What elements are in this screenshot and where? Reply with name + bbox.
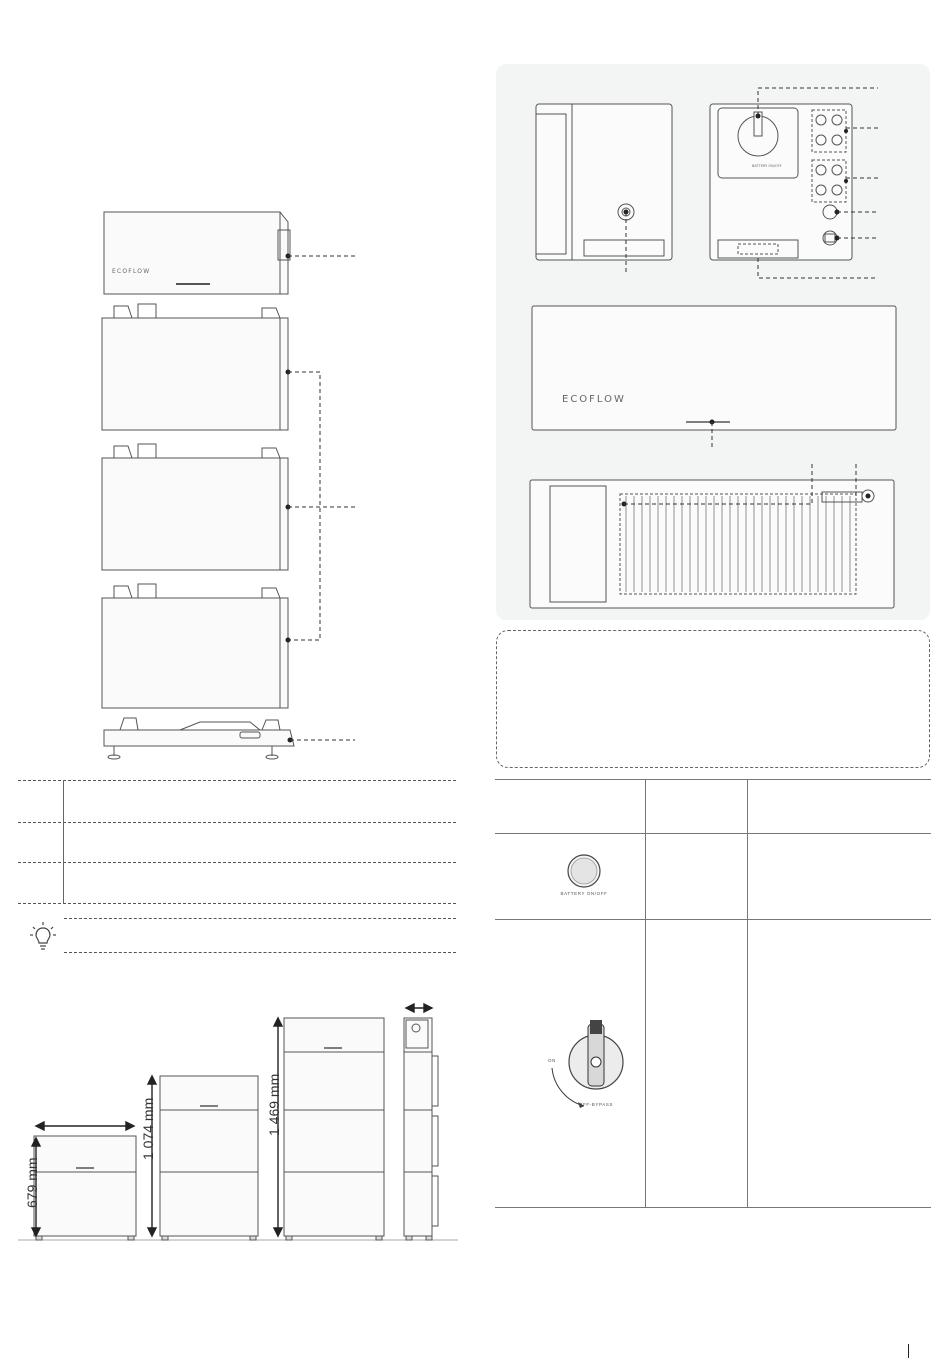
exploded-stack-illustration xyxy=(90,200,370,770)
battery-button-label: BATTERY ON/OFF xyxy=(560,891,608,896)
table-rule xyxy=(18,822,456,823)
table-rule xyxy=(18,780,456,781)
battery-power-button-icon xyxy=(567,854,601,888)
rotary-switch-icon xyxy=(540,1016,640,1116)
table-rule xyxy=(18,903,456,904)
product-views-illustration xyxy=(496,64,930,620)
dimension-height-two-pack: 1 074 mm xyxy=(140,1097,156,1160)
table-rule xyxy=(495,779,931,780)
table-column-divider xyxy=(645,779,646,1207)
switch-on-label: ON xyxy=(548,1058,556,1063)
lightbulb-icon xyxy=(30,922,56,950)
switch-off-bypass-label: OFF-BYPASS xyxy=(578,1102,614,1107)
top-view-logo: ECOFLOW xyxy=(562,394,626,405)
note-box xyxy=(496,630,930,768)
dimension-height-one-pack: 679 mm xyxy=(24,1157,40,1208)
table-rule xyxy=(495,919,931,920)
table-column-divider xyxy=(63,780,64,903)
svg-text:BATTERY ON/OFF: BATTERY ON/OFF xyxy=(752,164,782,168)
table-rule xyxy=(18,862,456,863)
inverter-logo: ECOFLOW xyxy=(112,268,151,275)
table-rule xyxy=(495,1207,931,1208)
dimensions-illustration xyxy=(18,1000,458,1250)
table-rule xyxy=(495,833,931,834)
dimension-height-three-pack: 1 469 mm xyxy=(266,1073,282,1136)
exploded-stack-svg xyxy=(90,200,370,770)
table-column-divider xyxy=(747,779,748,1207)
tip-rule xyxy=(64,952,456,953)
tip-rule xyxy=(64,918,456,919)
page-number-divider xyxy=(908,1344,909,1358)
